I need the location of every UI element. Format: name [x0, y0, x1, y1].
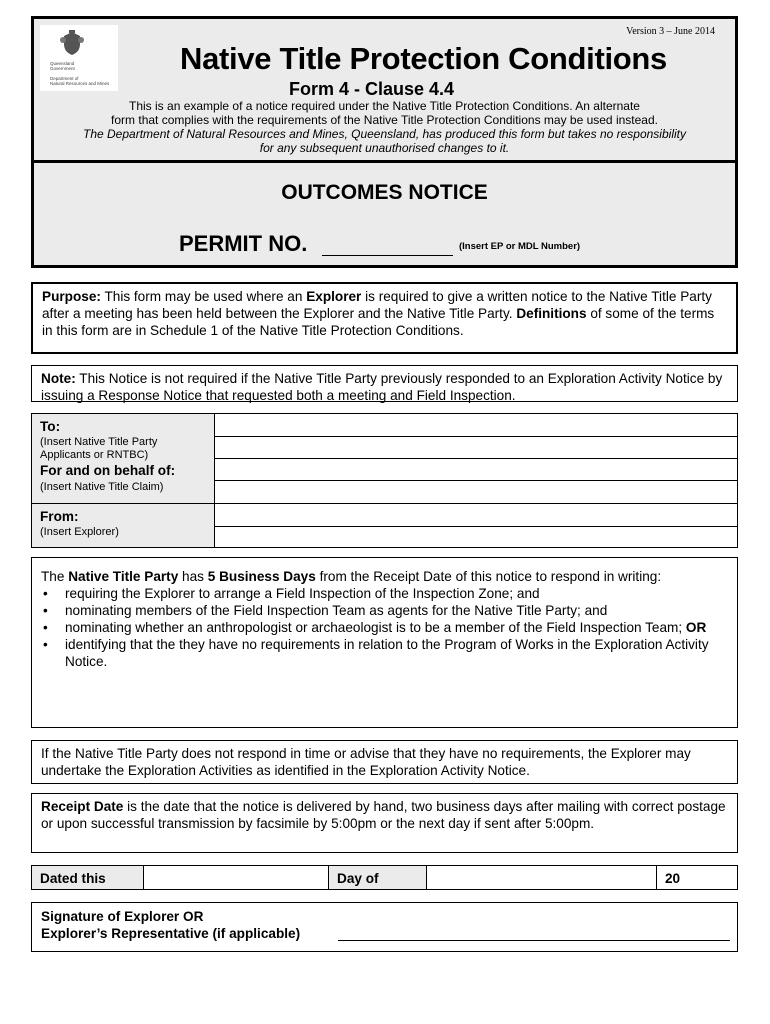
- intro-text: This is an example of a notice required under the Native Title Protection Conditions. An alternate form that complies with the requirements of the Native Title Protection Conditions may be used instead.: [111, 99, 658, 127]
- disclaimer-text: The Department of Natural Resources and Mines, Queensland, has produced this form but takes no responsibility for any subsequent unauthorised changes to it.: [83, 127, 686, 155]
- purpose-box: Purpose: This form may be used where an Explorer is required to give a written notice to the Native Title Party after a meeting has been held between the Explorer and the Native Title Party. Definitions of some of the terms in this form are in Schedule 1 of the Native Title Protection Conditions.: [31, 282, 738, 354]
- list-item: • requiring the Explorer to arrange a Field Inspection of the Inspection Zone; and: [41, 585, 728, 602]
- permit-number-field[interactable]: [322, 255, 453, 256]
- to-label: To:: [40, 419, 61, 434]
- header-divider: [34, 160, 735, 163]
- signature-label: Signature of Explorer OR: [41, 909, 204, 924]
- form-header: [31, 16, 738, 268]
- day-of-label: Day of: [329, 866, 427, 889]
- from-hint: (Insert Explorer): [40, 526, 119, 538]
- no-response-box: If the Native Title Party does not respond in time or advise that they have no requirements, the Explorer may undertake the Exploration Activities as identified in the Exploration Activity Notice.: [31, 740, 738, 784]
- form-title: Native Title Protection Conditions: [180, 41, 667, 76]
- behalf-hint: (Insert Native Title Claim): [40, 481, 164, 493]
- month-field[interactable]: [427, 866, 657, 889]
- requirements-list: [41, 585, 728, 670]
- dated-row: [31, 865, 738, 890]
- behalf-label: For and on behalf of:: [40, 463, 176, 478]
- to-from-labels: [32, 414, 215, 547]
- to-hint: (Insert Native Title Party Applicants or RNTBC): [40, 436, 158, 461]
- version-label: Version 3 – June 2014: [626, 26, 715, 37]
- representative-label: Explorer’s Representative (if applicable): [41, 926, 301, 941]
- list-item: • nominating whether an anthropologist or archaeologist is to be a member of the Field Inspection Team; OR: [41, 619, 728, 636]
- to-input-area[interactable]: [215, 414, 737, 502]
- signature-line[interactable]: [338, 940, 730, 941]
- response-intro: The Native Title Party has 5 Business Days from the Receipt Date of this notice to respond in writing:: [41, 569, 662, 584]
- list-item: • nominating members of the Field Inspection Team as agents for the Native Title Party; and: [41, 602, 728, 619]
- dated-this-label: Dated this: [32, 866, 144, 889]
- list-item: • identifying that the they have no requirements in relation to the Program of Works in the Exploration Activity Notice.: [41, 636, 728, 670]
- notice-title: OUTCOMES NOTICE: [281, 181, 488, 204]
- receipt-date-box: Receipt Date is the date that the notice is delivered by hand, two business days after mailing with correct postage or upon successful transmission by facsimile by 5:00pm or the next day if sent after 5:00pm.: [31, 793, 738, 853]
- signature-box: [31, 902, 738, 952]
- logo-text: Queensland Government Department of Natural Resources and Mines: [50, 61, 110, 86]
- from-input-area[interactable]: [215, 504, 737, 547]
- permit-label: PERMIT NO.: [179, 231, 308, 256]
- permit-hint: (Insert EP or MDL Number): [459, 241, 581, 252]
- from-label: From:: [40, 509, 79, 524]
- response-requirements-box: [31, 557, 738, 728]
- dated-day-field[interactable]: [144, 866, 329, 889]
- form-subtitle: Form 4 - Clause 4.4: [289, 79, 455, 99]
- year-field[interactable]: 20: [665, 871, 681, 886]
- to-from-table: [31, 413, 738, 548]
- note-box: Note: This Notice is not required if the Native Title Party previously responded to an Exploration Activity Notice by issuing a Response Notice that requested both a meeting and Field Inspection.: [31, 365, 738, 402]
